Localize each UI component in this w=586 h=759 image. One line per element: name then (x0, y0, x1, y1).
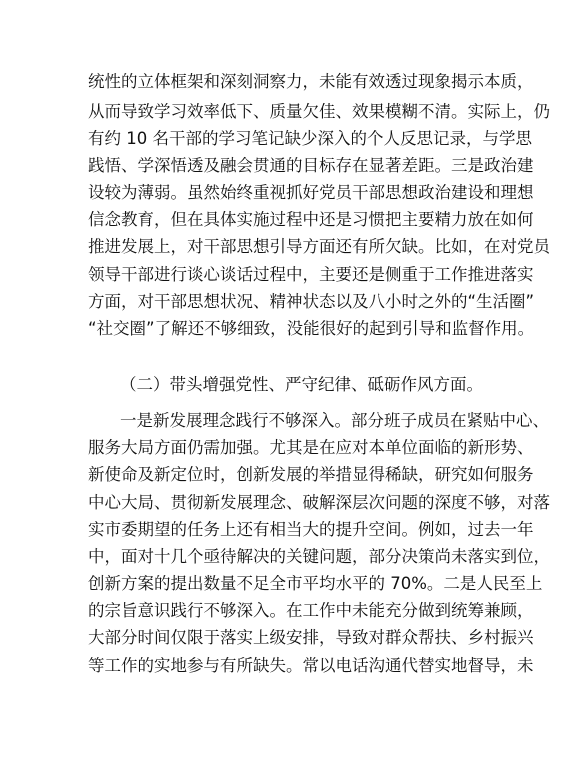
body-line-19: 的宗旨意识践行不够深入。在工作中未能充分做到统筹兼顾， (88, 601, 534, 620)
section-heading: （二）带头增强党性、严守纪律、砥砺作风方面。 (120, 375, 483, 394)
body-line-15: 中心大局、贯彻新发展理念、破解深层次问题的深度不够，对落 (88, 493, 550, 512)
body-line-3: 有约 10 名干部的学习笔记缺少深入的个人反思记录，与学思 (88, 129, 532, 148)
body-line-12: 一是新发展理念践行不够深入。部分班子成员在紧贴中心、 (120, 411, 549, 430)
body-line-10: “社交圈”了解还不够细致，没能很好的起到引导和监督作用。 (88, 319, 535, 338)
body-line-2: 从而导致学习效率低下、质量欠佳、效果模糊不清。实际上，仍 (88, 102, 550, 121)
body-line-7: 推进发展上，对干部思想引导方面还有所欠缺。比如，在对党员 (88, 237, 550, 256)
body-line-6: 信念教育，但在具体实施过程中还是习惯把主要精力放在如何 (88, 210, 534, 229)
body-line-17: 中，面对十几个亟待解决的关键问题，部分决策尚未落实到位， (88, 547, 550, 566)
body-line-13: 服务大局方面仍需加强。尤其是在应对本单位面临的新形势、 (88, 438, 534, 457)
body-line-4: 践悟、学深悟透及融会贯通的目标存在显著差距。三是政治建 (88, 156, 534, 175)
body-line-18: 创新方案的提出数量不足全市平均水平的 70%。二是人民至上 (88, 574, 543, 593)
body-line-9: 方面，对干部思想状况、精神状态以及八小时之外的“生活圈” (88, 292, 535, 311)
body-line-14: 新使命及新定位时，创新发展的举措显得稀缺，研究如何服务 (88, 465, 534, 484)
body-line-21: 等工作的实地参与有所缺失。常以电话沟通代替实地督导，未 (88, 656, 534, 675)
body-line-20: 大部分时间仅限于落实上级安排，导致对群众帮扶、乡村振兴 (88, 628, 534, 647)
body-line-1: 统性的立体框架和深刻洞察力，未能有效透过现象揭示本质， (88, 72, 534, 91)
body-line-5: 设较为薄弱。虽然始终重视抓好党员干部思想政治建设和理想 (88, 183, 534, 202)
body-line-16: 实市委期望的任务上还有相当大的提升空间。例如，过去一年 (88, 520, 534, 539)
body-line-8: 领导干部进行谈心谈话过程中，主要还是侧重于工作推进落实 (88, 265, 534, 284)
